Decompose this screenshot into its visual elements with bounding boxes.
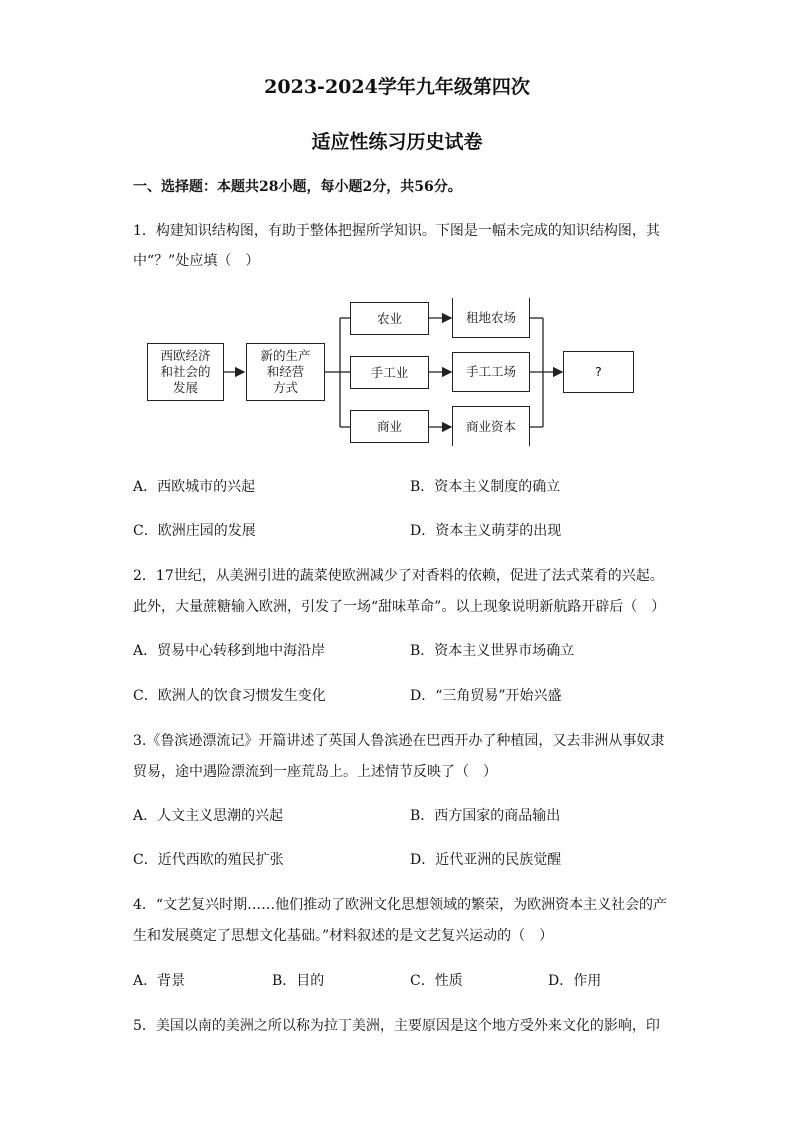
q4-option-b[interactable]: B．目的 (272, 973, 325, 989)
question-2-line-1: 2．17世纪，从美洲引进的蔬菜使欧洲减少了对香料的依赖，促进了法式菜肴的兴起。 (133, 568, 664, 584)
q1-option-b[interactable]: B．资本主义制度的确立 (410, 479, 561, 495)
diagram-box-agriculture: 农业 (350, 302, 429, 335)
question-1-line-2: 中“？”处应填（ ） (133, 253, 260, 269)
question-2-line-2: 此外，大量蔗糖输入欧洲，引发了一场“甜味革命”。以上现象说明新航路开辟后（ ） (133, 599, 666, 615)
section-heading: 一、选择题：本题共28小题，每小题2分，共56分。 (133, 179, 462, 195)
question-5-line-1: 5．美国以南的美洲之所以称为拉丁美洲，主要原因是这个地方受外来文化的影响，印 (133, 1018, 660, 1034)
page-title-line1: 2023-2024学年九年级第四次 (264, 76, 530, 98)
diagram-box-unknown: ? (563, 351, 634, 393)
diagram-box-handicraft: 手工业 (350, 356, 429, 389)
diagram-box-workshop: 手工工场 (452, 352, 530, 392)
diagram-box-commercial-capital: 商业资本 (452, 406, 530, 446)
q1-option-c[interactable]: C．欧洲庄园的发展 (133, 523, 256, 539)
q3-option-d[interactable]: D．近代亚洲的民族觉醒 (410, 852, 562, 868)
q2-option-a[interactable]: A．贸易中心转移到地中海沿岸 (133, 643, 326, 659)
q3-option-c[interactable]: C．近代西欧的殖民扩张 (133, 852, 284, 868)
q1-option-a[interactable]: A．西欧城市的兴起 (133, 479, 256, 495)
question-4-line-1: 4．“文艺复兴时期……他们推动了欧洲文化思想领域的繁荣，为欧洲资本主义社会的产 (133, 897, 668, 913)
q1-option-d[interactable]: D．资本主义萌芽的出现 (410, 523, 562, 539)
q4-option-d[interactable]: D．作用 (548, 973, 602, 989)
question-1-line-1: 1．构建知识结构图，有助于整体把握所学知识。下图是一幅未完成的知识结构图，其 (133, 223, 660, 239)
diagram-box-commerce: 商业 (350, 410, 429, 443)
question-3-line-1: 3.《鲁滨逊漂流记》开篇讲述了英国人鲁滨逊在巴西开办了种植园，又去非洲从事奴隶 (133, 733, 665, 749)
q3-option-a[interactable]: A．人文主义思潮的兴起 (133, 808, 284, 824)
page-title-line2: 适应性练习历史试卷 (311, 131, 483, 153)
diagram-box-tenant-farm: 租地农场 (452, 298, 530, 338)
q4-option-a[interactable]: A．背景 (133, 973, 186, 989)
q3-option-b[interactable]: B．西方国家的商品输出 (410, 808, 561, 824)
diagram-box-new-production: 新的生产 和经营 方式 (246, 343, 325, 401)
question-3-line-2: 贸易，途中遇险漂流到一座荒岛上。上述情节反映了（ ） (133, 764, 497, 780)
q2-option-b[interactable]: B．资本主义世界市场确立 (410, 643, 575, 659)
q2-option-d[interactable]: D．“三角贸易”开始兴盛 (410, 688, 562, 704)
diagram-box-origin: 西欧经济 和社会的 发展 (147, 343, 224, 401)
question-4-line-2: 生和发展奠定了思想文化基础。”材料叙述的是文艺复兴运动的（ ） (133, 928, 554, 944)
q4-option-c[interactable]: C．性质 (410, 973, 463, 989)
q2-option-c[interactable]: C．欧洲人的饮食习惯发生变化 (133, 688, 326, 704)
